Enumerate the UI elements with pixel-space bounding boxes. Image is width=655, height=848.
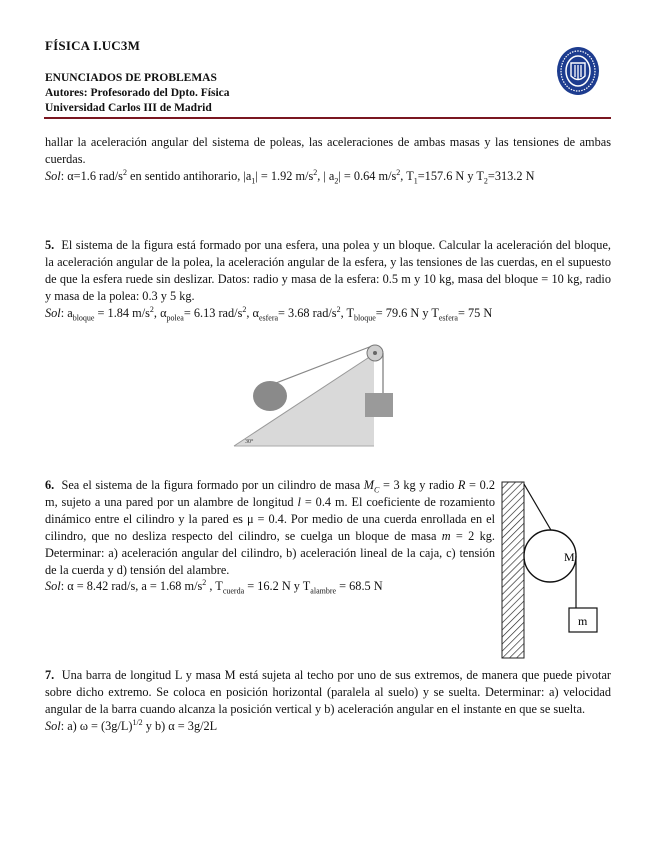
wire [524,484,555,537]
figure-cylinder-wall [498,478,608,660]
problem-7-number: 7. [45,668,55,682]
problem-continuation [45,134,611,185]
problem-6: 6. Sea el sistema de la figura formado por un cilindro de masa $M_C = 3$ kg y radio R = 0.2 m, sujeto a una pared por un alambre de longitud l = 0.4 m. El coeficiente de rozamiento dinámico entre el cilindro y la pared es μ = 0.4. Por medio de una cuerda enrollada en el cilindro, que no desliza respecto del cilindro, se cuelga un bloque de masa m = 2 kg. Determinar: a) aceleración angular del cilindro, b) aceleración lineal de la caja, c) tensión de la cuerda y d) tensión del alambre. Sol: α = 8.42 rad/s, a = 1.68 $m/s^2$ , $T_{cuerda} = 16.2$ N y $T_{alambre} = 68.5$ N [45,478,496,596]
figure-incline-pulley [224,338,404,450]
university-logo-icon [556,46,600,96]
angle-label: 30° [245,439,254,445]
problem-6-number: 6. [45,478,55,492]
problem-7-solution: Sol: a) $\omega = (3g/L)^{1/2}$ y b) α = 3g/2L [45,717,218,733]
header-divider [44,117,611,119]
problem-6-solution: Sol: α = 8.42 rad/s, a = 1.68 $m/s^2$ , $T_{cuerda} = 16.2$ N y $T_{alambre} = 68.5$ N [45,578,383,596]
problem-5-text: El sistema de la figura está formado por una esfera, una polea y un bloque. Calcular la aceleración del bloque, la aceleración angular de la polea, la aceleración angular de la esfera, y las tensiones de las cuerdas, en el supuesto de que la esfera ruede sin deslizar. Datos: radio y masa de la esfera: 0.5 m y 10 kg, masa del bloque = 10 kg, radio y masa de la polea: 0.3 y 5 kg. [45,238,611,303]
cylinder-label: M [564,550,575,564]
header-heading: ENUNCIADOS DE PROBLEMAS [45,72,217,84]
problem-5-number: 5. [45,238,55,252]
header-subtitle [45,71,230,116]
problem-5-solution: Sol: $a_{bloque} = 1.84$ $m/s^2$, $\alpha_{polea}= 6.13$ rad/$s^2$, $\alpha_{esfera}= 3.68$ rad/$s^2$, $T_{bloque}= 79.6$ N y $T_{esfera}= 75$ N [45,304,493,323]
sphere [253,381,287,411]
page-title: FÍSICA I.UC3M [45,38,141,53]
hanging-block [365,393,393,417]
problem-7-text: Una barra de longitud L y masa M está sujeta al techo por uno de sus extremos, de manera que puede pivotar sobre dicho extremo. Se coloca en posición horizontal (paralela al suelo) y se suelta. Determinar: a) velocidad angular de la barra cuando alcanza la posición vertical y b) aceleración angular en el instante en que se suelta. [45,668,611,716]
solution-line: Sol: α=1.6 rad/$s^2$ en sentido antihorario, $|a_1| = 1.92$ $m/s^2$, | $a_2| = 0.64$ $m/s^2$, $T_1=157.6$ N y $T_2=313.2$ N [45,167,535,186]
header-university: Universidad Carlos III de Madrid [45,102,212,114]
block-label: m [578,614,588,628]
problem-7 [45,667,611,735]
header-authors: Autores: Profesorado del Dpto. Física [45,87,230,99]
problem-5 [45,237,611,322]
continuation-text: hallar la aceleración angular del sistema de poleas, las aceleraciones de ambas masas y las tensiones de ambas cuerdas. [45,135,611,166]
wall [502,482,524,658]
